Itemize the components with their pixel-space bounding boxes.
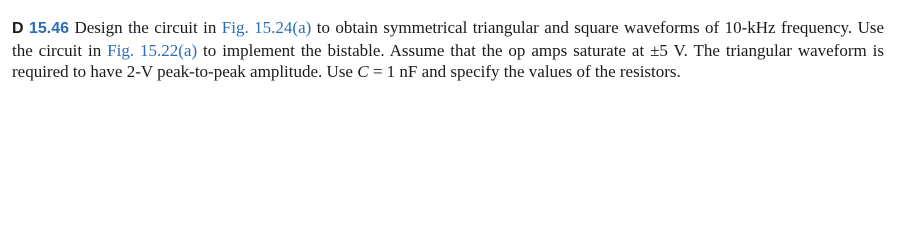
problem-number: 15.46 (29, 20, 70, 37)
figure-link-15-22a[interactable]: Fig. 15.22(a) (107, 40, 198, 60)
figure-link-15-24a[interactable]: Fig. 15.24(a) (221, 18, 312, 37)
capacitor-variable: C (357, 62, 369, 81)
problem-text-segment-1: Design the circuit in (69, 18, 222, 37)
design-problem-marker: D (12, 20, 24, 37)
problem-text (12, 17, 884, 83)
problem-text-segment-3: to implement the bistable. Assume that the op amps saturate at ±5 V. The triangular waveform is required to have 2-V peak-to-peak amplitude. Use (12, 40, 884, 81)
problem-text-segment-4: = 1 nF and specify the values of the resistors. (368, 62, 681, 81)
problem-text-segment-2: to obtain symmetrical triangular and square waveforms of 10-kHz frequency. Use the circuit in (12, 18, 885, 60)
